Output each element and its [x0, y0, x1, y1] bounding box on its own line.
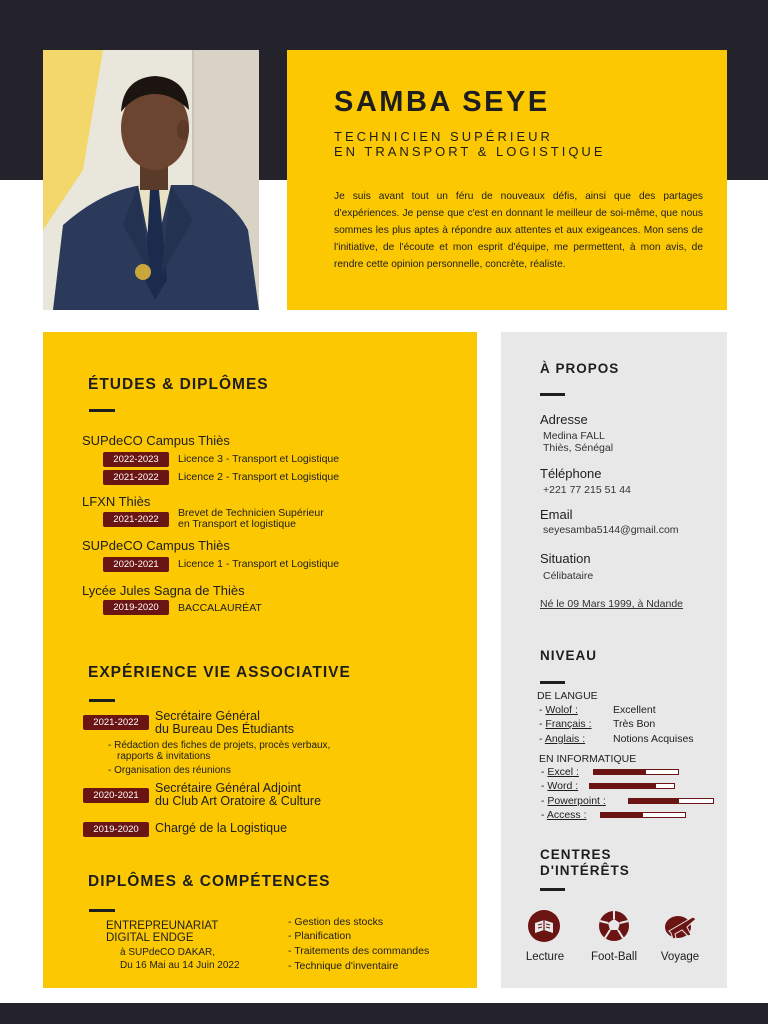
profile-photo	[43, 50, 259, 310]
year-badge: 2021-2022	[83, 715, 149, 730]
language-name: - Français :	[539, 718, 592, 730]
diploma-detail: à SUPdeCO DAKAR,	[120, 947, 216, 958]
address-label: Adresse	[540, 412, 588, 427]
skill-item: - Gestion des stocks	[288, 916, 384, 928]
diploma-entry: Brevet de Technicien Supérieur en Transport et logistique	[178, 507, 324, 530]
diploma-date: Du 16 Mai au 14 Juin 2022	[120, 960, 240, 971]
situation-label: Situation	[540, 551, 591, 566]
diploma-entry: BACCALAURÉAT	[178, 602, 262, 614]
year-badge: 2020-2021	[83, 788, 149, 803]
main-panel	[43, 332, 477, 988]
book-icon	[527, 909, 561, 943]
year-badge: 2019-2020	[103, 600, 169, 615]
software-name: - Word :	[541, 780, 579, 792]
skill-progress-bar	[589, 783, 675, 789]
school-name: SUPdeCO Campus Thiès	[82, 433, 230, 448]
person-name: SAMBA SEYE	[334, 86, 550, 118]
year-badge: 2021-2022	[103, 470, 169, 485]
software-name: - Access :	[541, 809, 587, 821]
diploma-entry: Licence 2 - Transport et Logistique	[178, 471, 340, 483]
bottom-band	[0, 1003, 768, 1024]
language-heading: DE LANGUE	[537, 690, 598, 702]
assoc-bullet: - Rédaction des fiches de projets, procès verbaux, rapports & invitations	[108, 740, 331, 762]
language-level: Excellent	[613, 704, 656, 716]
experience-title: EXPÉRIENCE VIE ASSOCIATIVE	[88, 664, 351, 681]
interest-label: Foot-Ball	[590, 951, 638, 963]
football-icon	[597, 909, 631, 943]
section-divider	[540, 888, 565, 891]
year-badge: 2021-2022	[103, 512, 169, 527]
skill-progress-bar	[593, 769, 679, 775]
skill-item: - Technique d'inventaire	[288, 960, 399, 972]
language-level: Notions Acquises	[613, 733, 694, 745]
school-name: LFXN Thiès	[82, 494, 151, 509]
assoc-role: Chargé de la Logistique	[155, 821, 288, 835]
niveau-title: NIVEAU	[540, 648, 598, 663]
phone-label: Téléphone	[540, 466, 602, 481]
software-name: - Powerpoint :	[541, 795, 606, 807]
address-value: Medina FALL Thiès, Sénégal	[543, 430, 614, 454]
email-value: seyesamba5144@gmail.com	[543, 524, 679, 536]
skill-item: - Planification	[288, 930, 352, 942]
diploma-entry: Licence 3 - Transport et Logistique	[178, 453, 340, 465]
section-divider	[540, 393, 565, 396]
skill-item: - Traitements des commandes	[288, 945, 430, 957]
language-name: - Anglais :	[539, 733, 586, 745]
section-divider	[89, 909, 115, 912]
skill-progress-bar	[600, 812, 686, 818]
interest-label: Voyage	[660, 951, 700, 963]
interest-label: Lecture	[525, 951, 565, 963]
year-badge: 2019-2020	[83, 822, 149, 837]
etudes-title: ÉTUDES & DIPLÔMES	[88, 376, 269, 393]
assoc-role: Secrétaire Général Adjoint du Club Art Oratoire & Culture	[155, 781, 322, 808]
software-heading: EN INFORMATIQUE	[539, 753, 637, 765]
diploma-entry: Licence 1 - Transport et Logistique	[178, 558, 340, 570]
bio-text: Je suis avant tout un féru de nouveaux défis, ainsi que des partages d'expériences. Je pense que c'est en donnant le meilleur de soi-même, que nous sommes les plus aptes à répondre aux attentes et aux exigeances. Mon sens de l'initiative, de l'écoute et mon esprit d'équipe, me permettent, à mon avis, de rendre cette opinion personnelle, concrète, réaliste.	[334, 191, 703, 270]
sidebar-panel	[501, 332, 727, 988]
section-divider	[89, 409, 115, 412]
job-title: TECHNICIEN SUPÉRIEUR EN TRANSPORT & LOGISTIQUE	[334, 129, 606, 159]
birth-info: Né le 09 Mars 1999, à Ndande	[540, 598, 684, 610]
interets-title: CENTRES D'INTÉRÊTS	[540, 847, 630, 878]
year-badge: 2020-2021	[103, 557, 169, 572]
phone-value: +221 77 215 51 44	[543, 484, 631, 496]
skill-progress-bar	[628, 798, 714, 804]
year-badge: 2022-2023	[103, 452, 169, 467]
section-divider	[89, 699, 115, 702]
assoc-role: Secrétaire Général du Bureau Des Étudiants	[155, 709, 294, 736]
airplane-icon	[663, 909, 697, 943]
apropos-title: À PROPOS	[540, 361, 620, 376]
school-name: Lycée Jules Sagna de Thiès	[82, 583, 245, 598]
software-name: - Excel :	[541, 766, 579, 778]
assoc-bullet: - Organisation des réunions	[108, 765, 231, 776]
diploma-title: ENTREPREUNARIAT DIGITAL ENDGE	[106, 920, 219, 944]
school-name: SUPdeCO Campus Thiès	[82, 538, 230, 553]
competences-title: DIPLÔMES & COMPÉTENCES	[88, 873, 331, 890]
language-name: - Wolof :	[539, 704, 578, 716]
section-divider	[540, 681, 565, 684]
email-label: Email	[540, 507, 573, 522]
header-card	[287, 50, 727, 310]
language-level: Très Bon	[613, 718, 656, 730]
situation-value: Célibataire	[543, 570, 594, 582]
